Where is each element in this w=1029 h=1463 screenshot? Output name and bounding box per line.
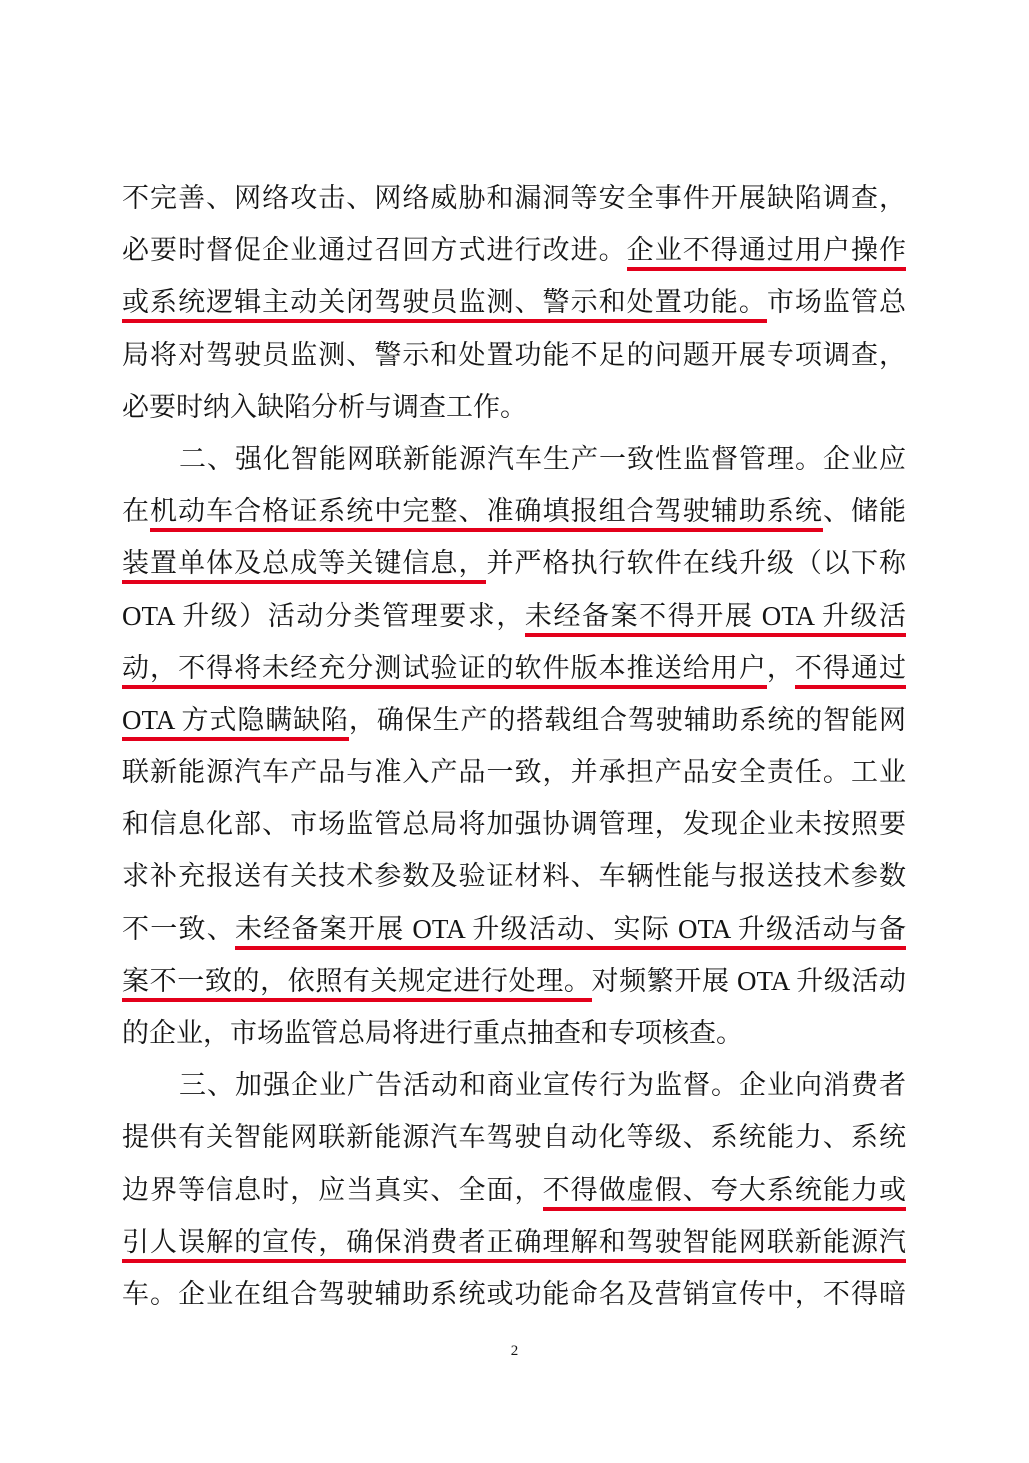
underlined-text: 未经备案开展 OTA 升级活动、实际 OTA 升级活动与备 [235, 914, 906, 950]
text-segment: 求补充报送有关技术参数及验证材料、车辆性能与报送技术参数 [122, 861, 906, 892]
underlined-text: 或系统逻辑主动关闭驾驶员监测、警示和处置功能。 [122, 287, 767, 323]
text-line [122, 329, 906, 381]
text-line [122, 1111, 906, 1163]
underlined-text: 企业不得通过用户操作 [627, 235, 906, 271]
text-line [122, 224, 906, 276]
text-line [122, 903, 906, 955]
underlined-text: 装置单体及总成等关键信息， [122, 548, 486, 584]
text-line [122, 381, 906, 433]
text-line [122, 1007, 906, 1059]
text-segment: 三、加强企业广告活动和商业宣传行为监督。企业向消费者 [179, 1070, 906, 1101]
text-segment: 局将对驾驶员监测、警示和处置功能不足的问题开展专项调查， [122, 339, 906, 370]
document-body [122, 172, 906, 1320]
text-segment: 二、强化智能网联新能源汽车生产一致性监督管理。企业应 [179, 443, 906, 474]
underlined-text: 动，不得将未经充分测试验证的软件版本推送给用户 [122, 653, 767, 689]
text-segment: 对频繁开展 OTA 升级活动 [591, 965, 907, 996]
section-heading-line [122, 433, 906, 485]
text-segment: 和信息化部、市场监管总局将加强协调管理，发现企业未按照要 [122, 809, 906, 840]
text-line [122, 1268, 906, 1320]
text-segment: 不一致、 [122, 913, 235, 944]
text-segment: ， [766, 652, 795, 683]
text-segment: 并严格执行软件在线升级（以下称 [486, 548, 907, 579]
text-line [122, 798, 906, 850]
text-segment: 边界等信息时，应当真实、全面， [122, 1174, 543, 1205]
text-line [122, 172, 906, 224]
section-heading-line [122, 1059, 906, 1111]
text-segment: OTA 升级）活动分类管理要求， [122, 600, 525, 631]
text-segment: 不完善、网络攻击、网络威胁和漏洞等安全事件开展缺陷调查， [122, 183, 906, 213]
text-segment: 、储能 [822, 496, 907, 527]
text-segment: 的企业，市场监管总局将进行重点抽查和专项核查。 [122, 1018, 743, 1048]
underlined-text: 案不一致的，依照有关规定进行处理。 [122, 966, 592, 1002]
text-line [122, 1164, 906, 1216]
underlined-text: 不得做虚假、夸大系统能力或 [543, 1175, 906, 1211]
text-line [122, 850, 906, 902]
text-line [122, 485, 906, 537]
text-segment: 提供有关智能网联新能源汽车驾驶自动化等级、系统能力、系统 [122, 1122, 906, 1153]
text-segment: 联新能源汽车产品与准入产品一致，并承担产品安全责任。工业 [122, 757, 906, 788]
underlined-text: 未经备案不得开展 OTA 升级活 [525, 601, 906, 637]
text-segment: ，确保生产的搭载组合驾驶辅助系统的智能网 [348, 704, 906, 735]
underlined-text: 引人误解的宣传，确保消费者正确理解和驾驶智能网联新能源汽 [122, 1227, 906, 1263]
text-segment: 必要时纳入缺陷分析与调查工作。 [122, 391, 527, 422]
text-line [122, 955, 906, 1007]
text-segment: 必要时督促企业通过召回方式进行改进。 [122, 235, 627, 266]
text-line [122, 694, 906, 746]
text-line [122, 590, 906, 642]
text-segment: 车。企业在组合驾驶辅助系统或功能命名及营销宣传中，不得暗 [122, 1278, 906, 1309]
text-line [122, 1216, 906, 1268]
underlined-text: OTA 方式隐瞒缺陷 [122, 705, 349, 741]
underlined-text: 机动车合格证系统中完整、准确填报组合驾驶辅助系统 [150, 496, 823, 532]
text-segment: 市场监管总 [766, 287, 907, 318]
underlined-text: 不得通过 [795, 653, 906, 689]
page-number: 2 [510, 1343, 519, 1359]
text-line [122, 642, 906, 694]
text-line [122, 746, 906, 798]
text-line [122, 276, 906, 328]
text-segment: 在 [122, 496, 151, 527]
text-line [122, 537, 906, 589]
